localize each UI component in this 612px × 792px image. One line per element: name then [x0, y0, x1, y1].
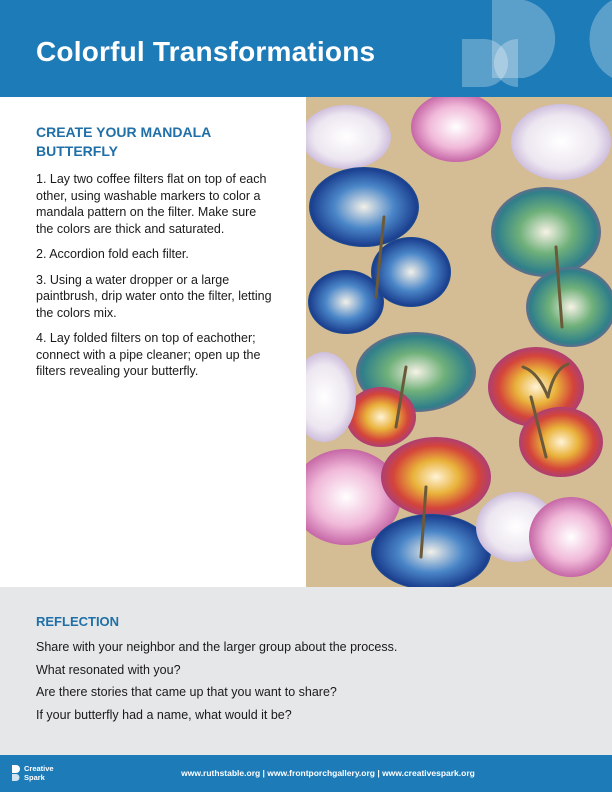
step-4: 4. Lay folded filters on top of eachother; connect with a pipe cleaner; open up the filters revealing your butterfly.	[36, 331, 261, 378]
reflection-section	[0, 587, 612, 755]
step-2: 2. Accordion fold each filter.	[36, 247, 189, 261]
reflection-question: Share with your neighbor and the larger group about the process.	[36, 640, 398, 654]
instructions-column	[36, 123, 272, 389]
reflection-title: REFLECTION	[36, 614, 120, 629]
logo-line1: Creative	[24, 764, 54, 773]
butterflies-illustration	[306, 97, 612, 587]
footer-links	[0, 768, 612, 778]
instructions-title-line1: CREATE YOUR MANDALA	[36, 124, 212, 140]
reflection-question: What resonated with you?	[36, 662, 181, 677]
instructions-title	[36, 123, 272, 161]
step-1: 1. Lay two coffee filters flat on top of each other, using washable markers to color a mandala pattern on the filter. Make sure the colors are thick and saturated.	[36, 172, 267, 236]
page-header	[0, 0, 612, 97]
step-3: 3. Using a water dropper or a large paintbrush, drip water onto the filter, letting the colors mix.	[36, 272, 272, 320]
reflection-question: If your butterfly had a name, what would it be?	[36, 707, 292, 722]
butterflies-photo	[306, 97, 612, 587]
reflection-question: Are there stories that came up that you want to share?	[36, 685, 337, 699]
footer-links-text[interactable]: www.ruthstable.org | www.frontporchgallery.org | www.creativespark.org	[181, 768, 475, 778]
instructions-title-line2: BUTTERFLY	[36, 143, 118, 159]
logo-line2: Spark	[24, 773, 45, 782]
page-footer	[0, 755, 612, 792]
half-circle-decoration-icon	[462, 0, 612, 97]
page-title: Colorful Transformations	[36, 36, 376, 67]
reflection-questions	[36, 636, 397, 726]
